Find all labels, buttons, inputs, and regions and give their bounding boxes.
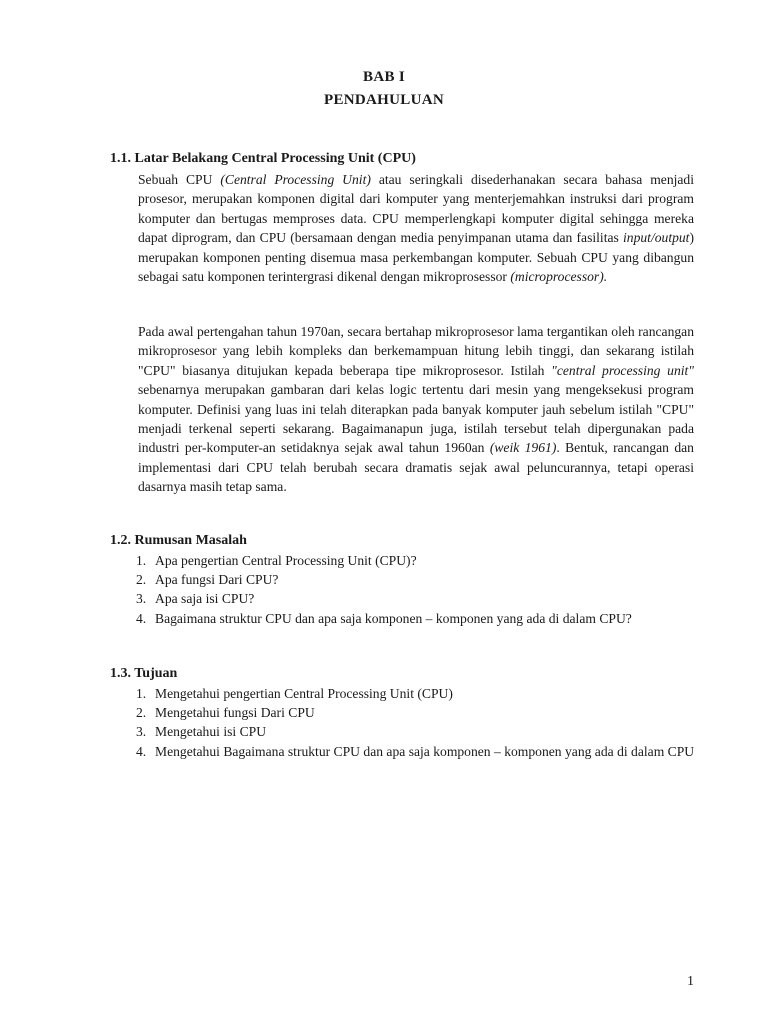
list-text: Apa pengertian Central Processing Unit (CPU)? bbox=[155, 553, 417, 568]
list-number: 1. bbox=[136, 553, 147, 568]
list-text: Mengetahui pengertian Central Processing Unit (CPU) bbox=[155, 686, 453, 701]
list-item bbox=[136, 589, 696, 608]
paragraph-text: Pada awal pertengahan tahun 1970an, secara bertahap mikroprosesor lama tergantikan oleh rancangan mikroprosesor yang lebih kompleks dan berkemampuan hitung lebih tinggi, dan sekarang istilah "CPU" biasanya ditujukan kepada beberapa tipe mikroprosesor. Istilah bbox=[138, 324, 694, 378]
list-item bbox=[136, 722, 696, 741]
paragraph-cpu-history bbox=[138, 322, 694, 497]
list-number: 2. bbox=[136, 705, 147, 721]
list-text: Mengetahui Bagaimana struktur CPU dan apa saja komponen – komponen yang ada di dalam CPU bbox=[155, 743, 695, 759]
page-number: 1 bbox=[687, 974, 694, 989]
chapter-title: PENDAHULUAN bbox=[324, 92, 444, 108]
list-number: 3. bbox=[136, 724, 147, 740]
goals-list bbox=[136, 684, 696, 761]
paragraph-italic: (microprocessor). bbox=[510, 269, 608, 285]
list-number: 3. bbox=[136, 591, 147, 607]
list-number: 4. bbox=[136, 743, 147, 759]
paragraph-italic: (Central Processing Unit) bbox=[220, 172, 371, 187]
list-number: 4. bbox=[136, 610, 147, 626]
paragraph-italic: input/output bbox=[623, 230, 690, 246]
section-heading-background: 1.1. Latar Belakang Central Processing Unit (CPU) bbox=[110, 151, 416, 166]
section-heading-problem: 1.2. Rumusan Masalah bbox=[110, 533, 247, 548]
list-text: Apa saja isi CPU? bbox=[155, 591, 255, 607]
paragraph-italic: "central processing unit" bbox=[551, 362, 695, 378]
list-number: 1. bbox=[136, 686, 147, 701]
list-item bbox=[136, 570, 696, 589]
section-heading-goals: 1.3. Tujuan bbox=[110, 666, 178, 681]
list-item bbox=[136, 703, 696, 722]
list-text: Mengetahui isi CPU bbox=[155, 724, 267, 740]
paragraph-text: atau seringkali disederhanakan secara bahasa menjadi prosesor, merupakan komponen digital dari komputer yang menterjemahkan instruksi dari program komputer dan bertugas memproses data. CPU memperlengkapi komputer digital sehingga mereka dapat diprogram, dan CPU (bersamaan dengan media penyimpanan utama dan fasilitas bbox=[138, 172, 695, 246]
list-text: Bagaimana struktur CPU dan apa saja komponen – komponen yang ada di dalam CPU? bbox=[155, 610, 632, 626]
paragraph-cpu-definition bbox=[138, 170, 694, 286]
list-item bbox=[136, 609, 696, 628]
paragraph-text: . Bentuk, rancangan dan implementasi dari CPU telah berubah secara dramatis sejak awal peluncurannya, tetapi operasi dasarnya masih tetap sama. bbox=[138, 440, 694, 495]
problem-list bbox=[136, 551, 696, 628]
paragraph-italic: (weik 1961) bbox=[489, 440, 557, 456]
list-number: 2. bbox=[136, 572, 147, 588]
list-text: Mengetahui fungsi Dari CPU bbox=[155, 705, 315, 721]
list-text: Apa fungsi Dari CPU? bbox=[155, 572, 279, 588]
list-item bbox=[136, 551, 696, 570]
paragraph-text: Sebuah CPU bbox=[138, 172, 221, 187]
chapter-number: BAB I bbox=[363, 69, 405, 85]
list-item bbox=[136, 742, 696, 761]
paragraph-text: ) merupakan komponen penting disemua masa perkembangan komputer. Sebuah CPU yang dibangun sebagai satu komponen terintergrasi dikenal dengan mikroprosessor bbox=[138, 230, 694, 285]
list-item bbox=[136, 684, 696, 703]
paragraph-text: sebenarnya merupakan gambaran dari kelas logic tertentu dari mesin yang mengeksekusi program komputer. Definisi yang luas ini telah diterapkan pada banyak komputer jauh sebelum istilah "CPU" menjadi terkenal seperti sekarang. Bagaimanapun juga, istilah tersebut telah dipergunakan pada industri per-komputer-an setidaknya sejak awal tahun 1960an bbox=[138, 382, 694, 456]
